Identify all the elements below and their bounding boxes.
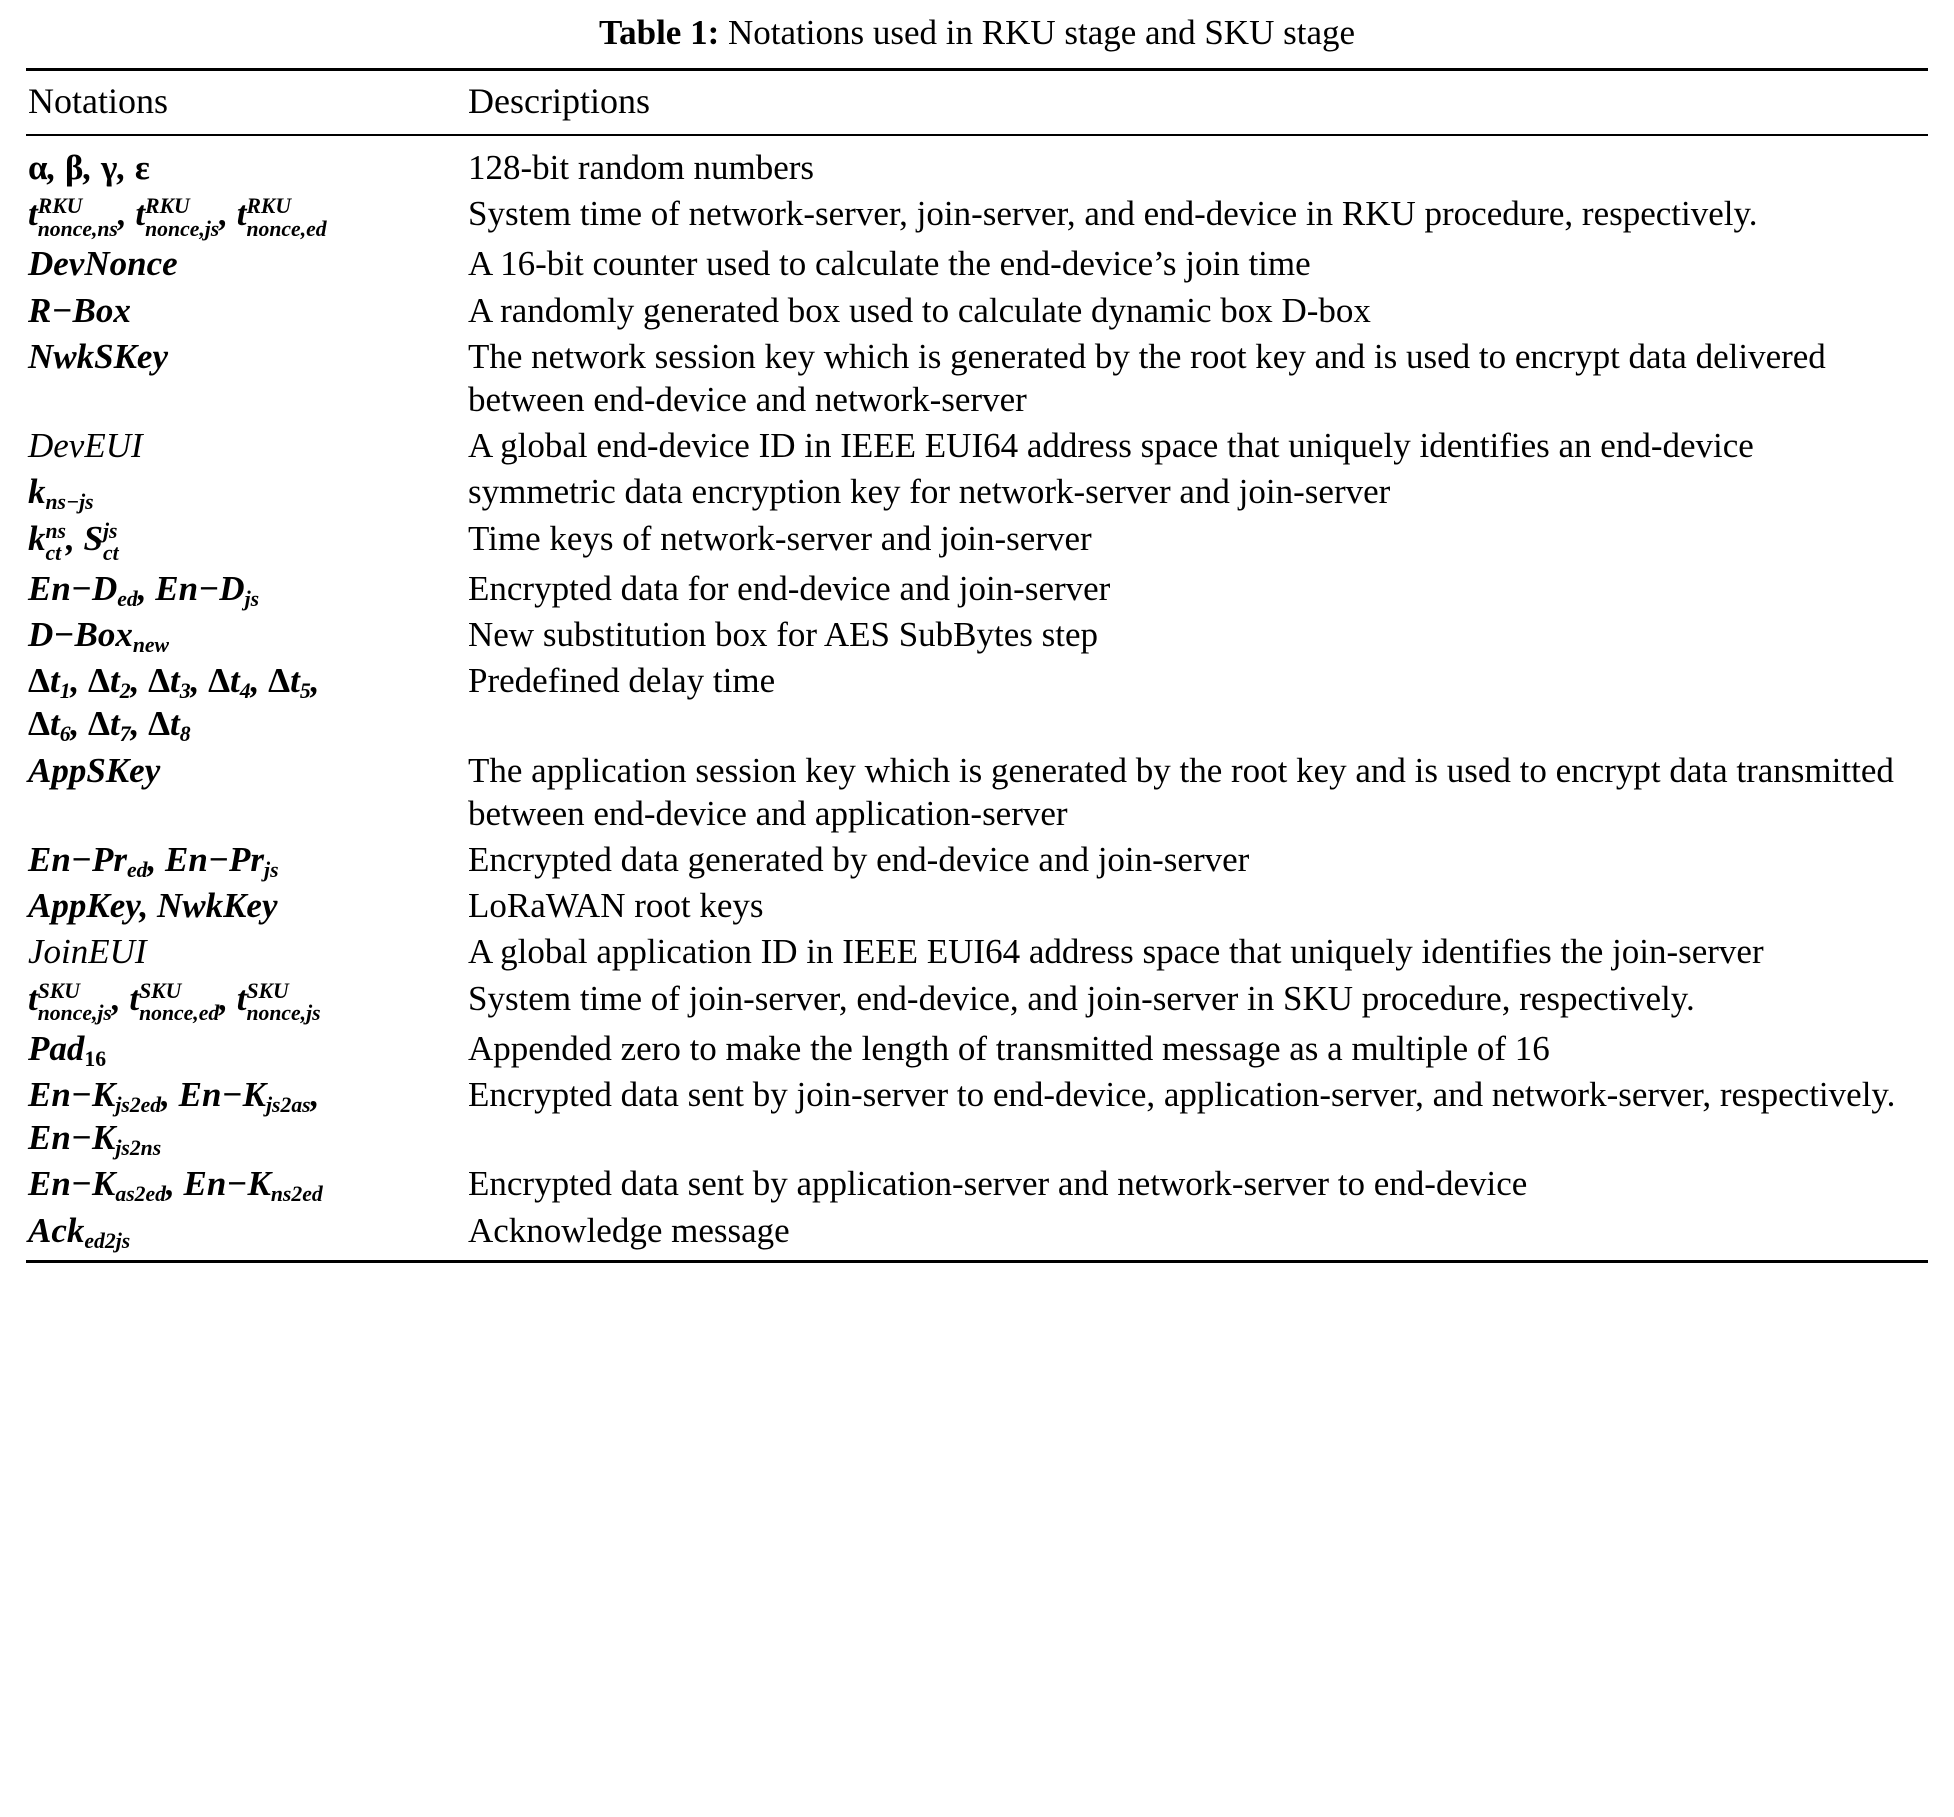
table-row — [26, 883, 1928, 929]
notation-cell: DevEUI — [28, 426, 143, 466]
table-row — [26, 1161, 1928, 1207]
description-cell: Encrypted data for end-device and join-server — [468, 568, 1111, 608]
notation-cell: Ack$_{ed2js}$ — [28, 1210, 131, 1253]
table-caption-text: Notations used in RKU stage and SKU stage — [728, 13, 1356, 52]
description-cell: System time of join-server, end-device, and join-server in SKU procedure, respectively. — [468, 978, 1695, 1018]
notation-cell: k ns ct , S js ct — [28, 518, 119, 566]
description-cell: A 16-bit counter used to calculate the end-device’s join time — [468, 244, 1311, 284]
table-row — [26, 241, 1928, 287]
table-caption-label: Table 1: — [598, 13, 720, 52]
notation-cell: NwkSKey — [28, 336, 168, 376]
notation-cell: $\Delta t_1$, $\Delta t_2$, $\Delta t_3$, $\Delta t_4$, $\Delta t_5$, $\Delta t_6$, $\Delta t_7$, $\Delta t_8$ — [28, 661, 320, 747]
notation-cell: D−Box$_{new}$ — [28, 614, 169, 657]
description-cell: System time of network-server, join-server, and end-device in RKU procedure, respectively. — [468, 194, 1758, 234]
description-cell: New substitution box for AES SubBytes step — [468, 614, 1099, 654]
table-row — [26, 334, 1928, 423]
description-cell: The network session key which is generated by the root key and is used to encrypt data delivered between end-device and network-server — [468, 336, 1826, 419]
description-cell: LoRaWAN root keys — [468, 886, 764, 926]
description-cell: A global end-device ID in IEEE EUI64 address space that uniquely identifies an end-device — [468, 426, 1754, 466]
notation-cell: $En-Pr_{ed}$, $En-Pr_{js}$ — [28, 840, 279, 883]
table-row — [26, 566, 1928, 612]
description-cell: Encrypted data sent by application-server and network-server to end-device — [468, 1164, 1528, 1204]
description-cell: symmetric data encryption key for network-server and join-server — [468, 472, 1391, 512]
table-row — [26, 469, 1928, 515]
table-row — [26, 1026, 1928, 1072]
table-row — [26, 191, 1928, 241]
notation-cell: t SKU nonce,js , t SKU nonce,ed , t SKU nonce,js — [28, 978, 321, 1026]
description-cell: Predefined delay time — [468, 661, 776, 701]
description-cell: A global application ID in IEEE EUI64 address space that uniquely identifies the join-server — [468, 932, 1764, 972]
notation-cell: AppSKey — [28, 750, 161, 790]
table-row — [26, 929, 1928, 975]
table-row — [26, 1072, 1928, 1161]
table-row — [26, 612, 1928, 658]
table-row — [26, 748, 1928, 837]
rule-right — [466, 1261, 1928, 1263]
table-row — [26, 516, 1928, 566]
description-cell: Acknowledge message — [468, 1210, 790, 1250]
notation-cell: $En-K_{js2ed}$, $En-K_{js2as}$, $En-K_{js2ns}$ — [28, 1075, 320, 1161]
table-row — [26, 423, 1928, 469]
table-row — [26, 837, 1928, 883]
notation-cell: JoinEUI — [28, 932, 147, 972]
rule-left — [26, 1261, 466, 1263]
notations-table — [26, 68, 1928, 1263]
description-cell: A randomly generated box used to calculate dynamic box D-box — [468, 290, 1371, 330]
table-row — [26, 135, 1928, 191]
table-caption — [26, 8, 1928, 68]
notation-cell: Pad$_{16}$ — [28, 1028, 107, 1071]
table-bottom-rule — [26, 1261, 1928, 1263]
notation-cell: R−Box — [28, 290, 131, 330]
description-cell: Time keys of network-server and join-server — [468, 518, 1092, 558]
description-cell: Encrypted data generated by end-device and join-server — [468, 840, 1250, 880]
table-row — [26, 1208, 1928, 1262]
table-row — [26, 976, 1928, 1026]
description-cell: Encrypted data sent by join-server to end-device, application-server, and network-server, respectively. — [468, 1075, 1896, 1114]
notation-cell: α, β, γ, ε — [28, 148, 150, 187]
description-cell: Appended zero to make the length of transmitted message as a multiple of 16 — [468, 1028, 1550, 1068]
notation-cell: $k_{ns-js}$ — [28, 472, 94, 515]
table-row — [26, 288, 1928, 334]
notation-cell: AppKey, NwkKey — [28, 886, 278, 926]
description-cell: 128-bit random numbers — [468, 148, 815, 187]
description-cell: The application session key which is generated by the root key and is used to encrypt data transmitted between end-device and application-server — [468, 750, 1894, 833]
column-header-notations: Notations — [26, 70, 466, 136]
notation-cell: $En-K_{as2ed}$, $En-K_{ns2ed}$ — [28, 1164, 323, 1207]
column-header-descriptions: Descriptions — [466, 70, 1928, 136]
notation-cell: $En-D_{ed}$, $En-D_{js}$ — [28, 568, 260, 611]
notation-cell: t RKU nonce,ns , t RKU nonce,js , t RKU nonce,ed — [28, 194, 327, 241]
notation-cell: DevNonce — [28, 244, 178, 284]
table-row — [26, 658, 1928, 747]
